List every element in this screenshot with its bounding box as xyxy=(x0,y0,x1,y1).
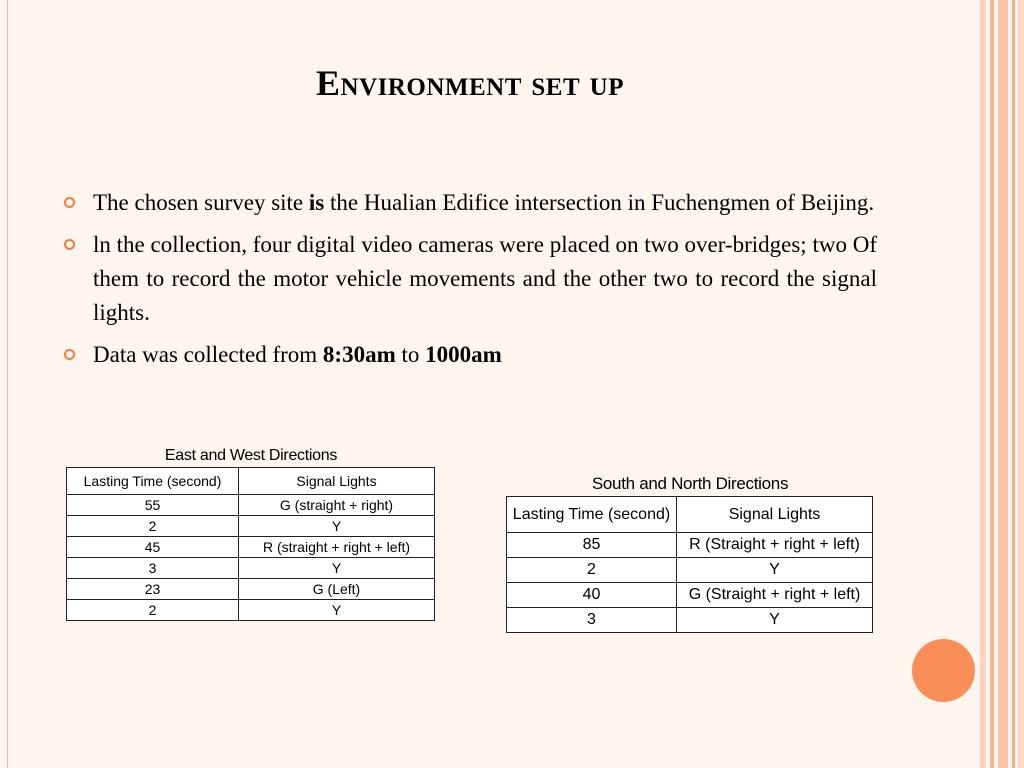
slide-title: Environment set up xyxy=(316,63,624,103)
table-header-cell: Lasting Time (second) xyxy=(67,468,239,495)
table-cell: 85 xyxy=(507,533,677,558)
table-row xyxy=(67,600,435,621)
bullet-text: to xyxy=(395,342,426,367)
table-cell: 40 xyxy=(507,583,677,608)
table-row xyxy=(507,608,873,633)
bullet-bold-text: is xyxy=(308,190,325,215)
east-west-table xyxy=(66,467,435,621)
table-cell: Y xyxy=(239,516,435,537)
table-cell: 2 xyxy=(67,516,239,537)
table-row xyxy=(507,558,873,583)
east-west-caption: East and West Directions xyxy=(164,447,338,464)
table-cell: 55 xyxy=(67,495,239,516)
table-row xyxy=(67,579,435,600)
bullet-circle-icon xyxy=(64,197,75,208)
table-row xyxy=(67,537,435,558)
table-header-cell: Signal Lights xyxy=(239,468,435,495)
bullet-list xyxy=(63,186,877,380)
south-north-caption: South and North Directions xyxy=(591,474,789,493)
table-cell: R (straight + right + left) xyxy=(239,537,435,558)
table-row xyxy=(67,495,435,516)
table-cell: 45 xyxy=(67,537,239,558)
table-cell: Y xyxy=(239,558,435,579)
table-cell: Y xyxy=(677,558,873,583)
table-header-cell: Signal Lights xyxy=(677,497,873,533)
table-cell: 3 xyxy=(507,608,677,633)
bullet-item xyxy=(63,186,877,220)
table-header-row xyxy=(67,468,435,495)
stripe xyxy=(1018,0,1024,768)
decorative-stripes xyxy=(980,0,1024,768)
table-row xyxy=(67,558,435,579)
table-cell: Y xyxy=(677,608,873,633)
bullet-text: Data was collected from xyxy=(93,342,323,367)
bullet-bold-text: 8:30am xyxy=(322,342,396,367)
table-row xyxy=(67,516,435,537)
south-north-table xyxy=(506,496,873,633)
table-cell: G (straight + right) xyxy=(239,495,435,516)
table-cell: G (Left) xyxy=(239,579,435,600)
bullet-text: the Hualian Edifice intersection in Fuchengmen of Beijing. xyxy=(324,190,875,215)
table-row xyxy=(507,583,873,608)
stripe xyxy=(1012,0,1015,768)
bullet-bold-text: 1000am xyxy=(425,342,502,367)
table-header-cell: Lasting Time (second) xyxy=(507,497,677,533)
stripe xyxy=(980,0,986,768)
table-cell: 2 xyxy=(507,558,677,583)
table-cell: 2 xyxy=(67,600,239,621)
bullet-text: ln the collection, four digital video cameras were placed on two over-bridges; two Of them to record the motor vehicle movements and the other two to record the signal lights. xyxy=(93,232,877,325)
table-cell: 3 xyxy=(67,558,239,579)
decorative-circle xyxy=(912,639,975,702)
bullet-text: The chosen survey site xyxy=(93,190,309,215)
stripe xyxy=(998,0,1008,768)
table-header-row xyxy=(507,497,873,533)
table-cell: R (Straight + right + left) xyxy=(677,533,873,558)
bullet-item xyxy=(63,228,877,330)
stripe xyxy=(990,0,994,768)
table-row xyxy=(507,533,873,558)
bullet-circle-icon xyxy=(64,239,75,250)
table-cell: G (Straight + right + left) xyxy=(677,583,873,608)
table-cell: Y xyxy=(239,600,435,621)
left-border-line xyxy=(7,0,8,768)
bullet-circle-icon xyxy=(64,349,75,360)
table-cell: 23 xyxy=(67,579,239,600)
bullet-item xyxy=(63,338,877,372)
